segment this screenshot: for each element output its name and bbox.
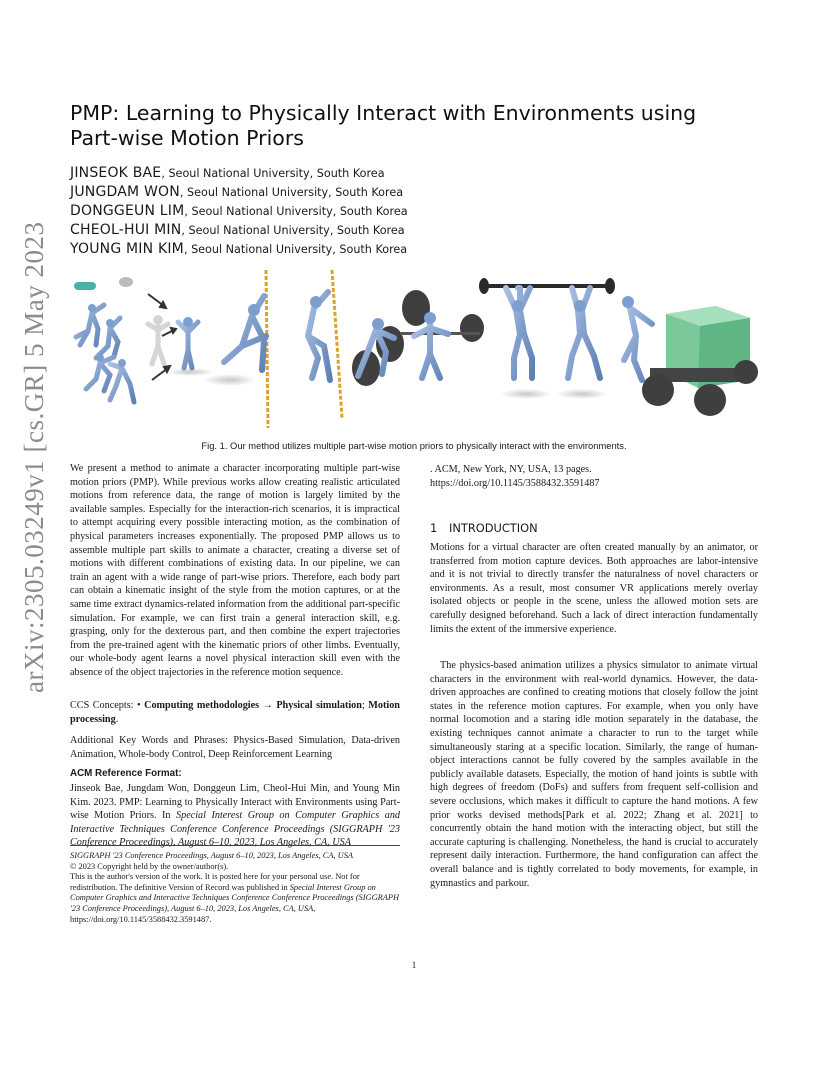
author-name: DONGGEUN LIM: [70, 203, 185, 219]
acm-reference-heading: ACM Reference Format:: [70, 768, 182, 779]
climbing-rope: [332, 270, 342, 418]
hand-part-icon: [119, 277, 133, 287]
copyright-footnote: [70, 851, 400, 925]
author-entry: [70, 163, 408, 182]
keywords: Additional Key Words and Phrases: Physics-Based Simulation, Data-driven Animation, Whole-body Control, Deep Reinforcement Learning: [70, 735, 400, 760]
author-entry: [70, 220, 408, 239]
acm-reference: [70, 782, 400, 850]
section-title: INTRODUCTION: [449, 521, 538, 535]
weight-lifting-scene: [352, 290, 484, 386]
footnote-notice-venue: Special Interest Group on Computer Graphics and Interactive Techniques Conference Conference Proceedings (SIGGRAPH '23 Conference Proceedings), August 6–10, 2023, Los Angeles, CA, USA: [70, 882, 400, 913]
section-heading: [430, 521, 538, 535]
author-entry: [70, 182, 408, 201]
arxiv-identifier: arXiv:2305.03249v1 [cs.GR] 5 May 2023: [19, 221, 49, 693]
composition-arrows: [148, 294, 176, 380]
footnote-venue-line: SIGGRAPH '23 Conference Proceedings, August 6–10, 2023, Los Angeles, CA, USA: [70, 851, 354, 860]
intro-paragraph: Motions for a virtual character are often created manually by an animator, or transferred from motion capture devices. Both approaches are labor-intensive and it is not trivial to directly transfer the naturalness of novel characters or environments. As a result, most consumer VR applications merely overlay isolated objects or people in the scene, unless the allowed motion sets are carefully designed beforehand. Such a lack of direct interaction fundamentally limits the extent of the immersive experience.: [430, 542, 758, 635]
ccs-concepts: [70, 699, 400, 726]
weight-plate: [460, 314, 484, 342]
pull-up-bar-scene: [479, 278, 615, 399]
footnote-copyright: © 2023 Copyright held by the owner/author(s).: [70, 861, 229, 871]
footnote-notice-text: This is the author's version of the work. It is posted here for your personal use. Not for redistribution. The definitive Version of Record was published in: [70, 872, 360, 892]
author-list: [70, 163, 408, 258]
author-affiliation: , Seoul National University, South Korea: [181, 224, 405, 237]
ccs-term: Motion processing: [70, 700, 400, 725]
cart-wheel: [642, 374, 674, 406]
cart-wheel: [734, 360, 758, 384]
box-pushing-scene: [622, 296, 758, 416]
footnote-notice: [70, 872, 400, 925]
author-affiliation: , Seoul National University, South Korea: [161, 167, 385, 180]
intro-paragraph: The physics-based animation utilizes a physics simulator to animate virtual characters in the environment with real-world dynamics. However, the data-driven approaches are confined to creating motions that closely follow the joint states in the reference motion captures. For example, when you only have normal locomotion and a staring idle motion separately in the database, the existing techniques cannot animate a character to run to the target while simultaneously staring at a specific location. Similarly, the range of human-object interactions cannot be fully covered by the samples available in the publicly available datasets. Especially, the motion of hand joints is subtle with high degrees of freedom (DoFs) and suffers from frequent self-collision and severe occlusions, which makes it difficult to capture the hand motions. A few prior works devised methods[Park et al. 2022; Zhang et al. 2021] to concurrently obtain the hand motion with the interacting object, but still the accurate capturing is challenging. Nonetheless, the hand is crucial to accurately represent daily interaction. Furthermore, the hand configuration can affect the overall balance and is tightly correlated to body movements, for example, in gymnastics and parkour.: [430, 660, 758, 889]
author-affiliation: , Seoul National University, South Korea: [179, 186, 404, 199]
acm-reference-tail: . ACM, New York, NY, USA, 13 pages. https://doi.org/10.1145/3588432.3591487: [430, 464, 600, 489]
arxiv-sidebar: [19, 221, 49, 693]
author-name: JINSEOK BAE: [70, 165, 162, 181]
teaser-figure: [70, 268, 758, 430]
ccs-label: CCS Concepts: •: [70, 700, 145, 711]
ccs-separator: ;: [361, 700, 369, 711]
author-affiliation: , Seoul National University, South Korea: [183, 243, 408, 256]
paper-title: PMP: Learning to Physically Interact with Environments using Part-wise Motion Priors: [70, 101, 697, 150]
author-entry: [70, 239, 408, 258]
footnote-doi: , https://doi.org/10.1145/3588432.3591487.: [70, 903, 316, 924]
acm-reference-venue: Special Interest Group on Computer Graphics and Interactive Techniques Conference Conference Proceedings (SIGGRAPH '23 Conference Proceedings), August 6–10, 2023, Los Angeles, CA, USA: [70, 810, 401, 849]
abstract: We present a method to animate a character incorporating multiple part-wise motion priors (PMP). While previous works allow creating realistic articulated motions from reference data, the range of motion is largely limited by the available samples. Especially for the interaction-rich scenarios, it is impractical to attempt acquiring every possible interacting motion, as the combination of physical parameters increases exponentially. The proposed PMP allows us to assemble multiple part skills to animate a character, creating a diverse set of motions with different combinations of existing data. In our pipeline, we can train an agent with a wide range of part-wise priors. Therefore, each body part can obtain a kinematic insight of the style from the motion captures, or at the same time extract dynamics-related information from the additional part-specific simulation. For example, we can first train a general interaction skill, e.g. grasping, only for the dexterous part, and then combine the expert trajectories from the pre-trained agent with the kinematic priors of other limbs. Eventually, our whole-body agent learns a novel physical interaction skill even with the absence of the object trajectories in the reference motion sequence.: [70, 463, 400, 678]
section-number: 1: [430, 521, 438, 535]
ccs-term: Computing methodologies → Physical simulation: [144, 700, 362, 711]
hand-part-icon: [74, 282, 96, 290]
figure-caption: Fig. 1. Our method utilizes multiple part-wise motion priors to physically interact with the environments.: [201, 440, 627, 451]
author-entry: [70, 201, 408, 220]
composed-character: [178, 322, 198, 368]
ccs-end: .: [115, 713, 119, 725]
page-number: 1: [411, 960, 417, 970]
footnote-rule: [70, 845, 400, 846]
rope-climbing-scene: [204, 270, 342, 428]
author-name: YOUNG MIN KIM: [70, 241, 184, 257]
author-name: JUNGDAM WON: [70, 184, 180, 200]
author-name: CHEOL-HUI MIN: [70, 222, 182, 238]
cart-wheel: [694, 384, 726, 416]
acm-reference-continued: [430, 463, 758, 490]
author-affiliation: , Seoul National University, South Korea: [184, 205, 408, 218]
acm-reference-text: Jinseok Bae, Jungdam Won, Donggeun Lim, Cheol-Hui Min, and Young Min Kim. 2023. PMP: Learning to Physically Interact with Environments using Part-wise Motion Priors. In: [70, 783, 400, 822]
reference-pose-cluster: [76, 305, 134, 402]
skill-composition-panel: [74, 277, 214, 402]
